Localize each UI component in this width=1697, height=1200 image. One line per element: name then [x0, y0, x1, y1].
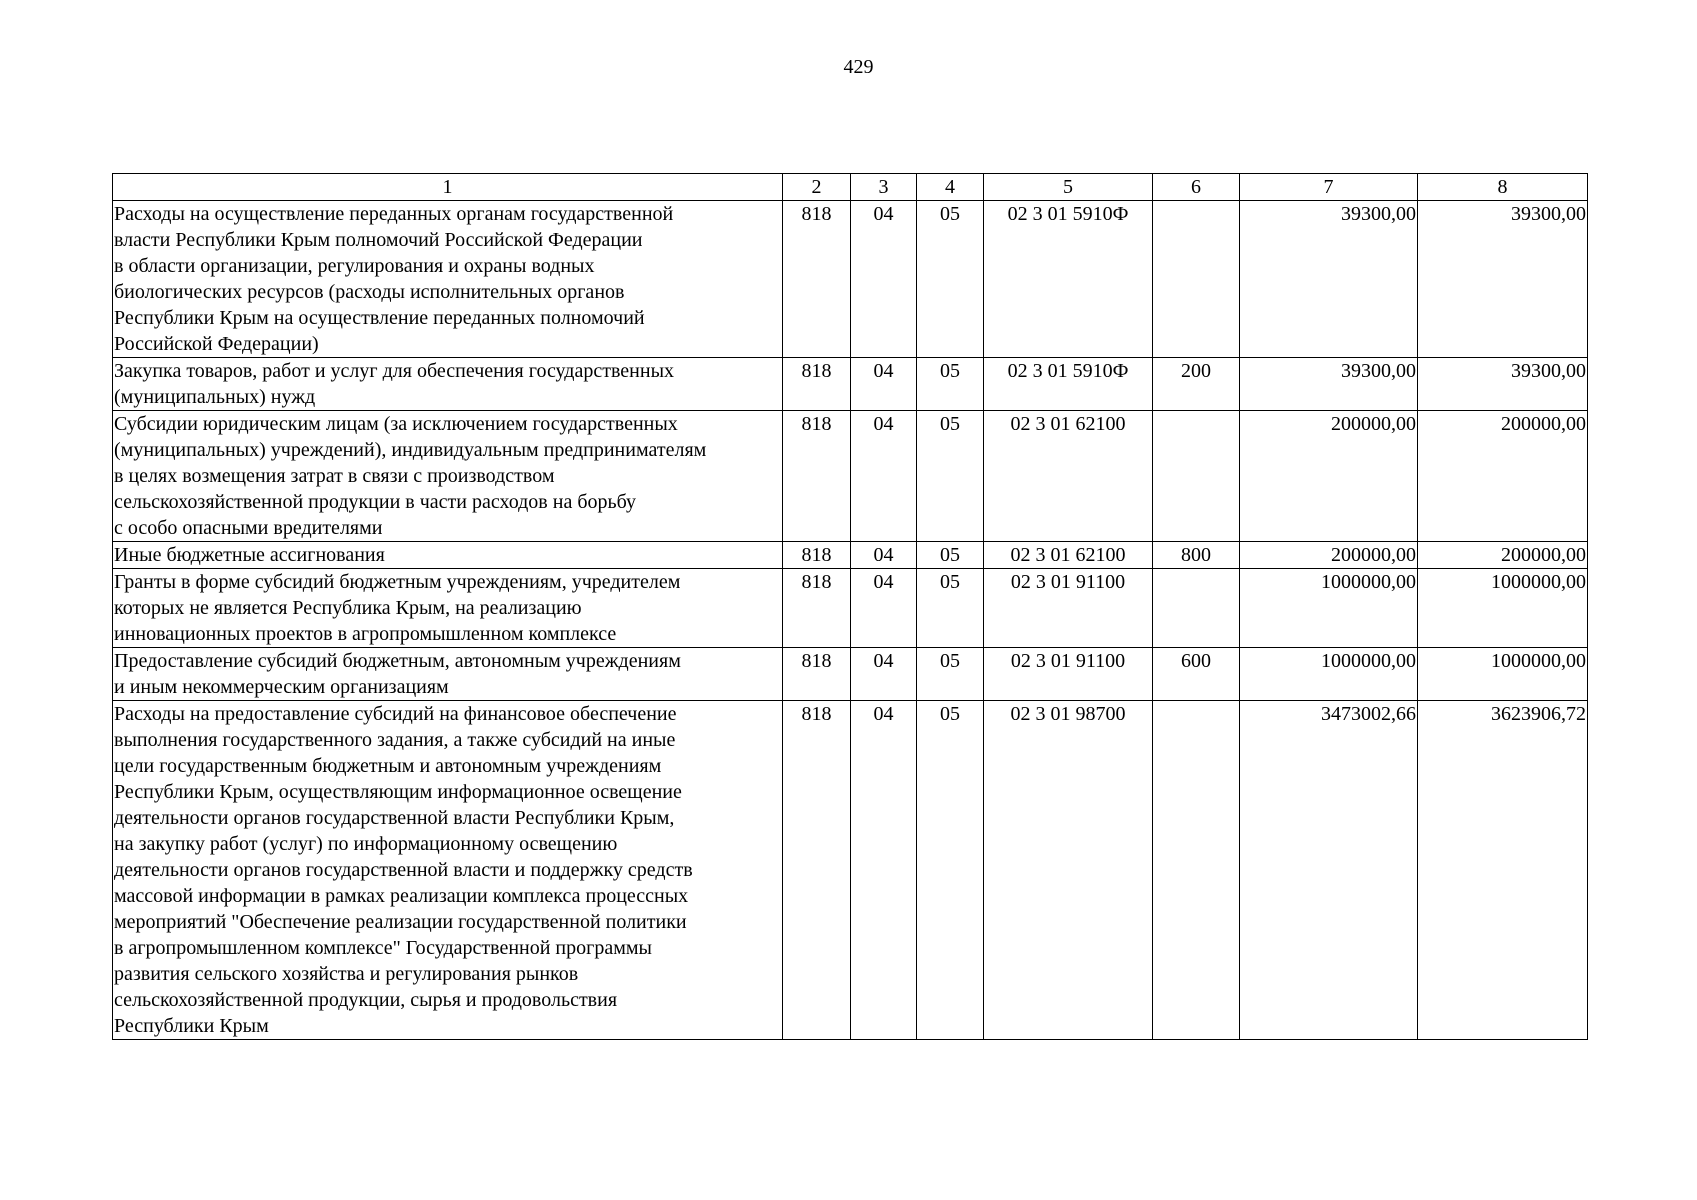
target-article-code: 02 3 01 98700 — [984, 701, 1153, 1040]
row-description: Предоставление субсидий бюджетным, автономным учреждениям и иным некоммерческим организациям — [113, 648, 783, 701]
amount-col8: 1000000,00 — [1418, 569, 1588, 648]
table-row — [113, 569, 1588, 648]
table-row — [113, 201, 1588, 358]
table-row — [113, 648, 1588, 701]
column-header: 3 — [851, 174, 917, 201]
column-header: 5 — [984, 174, 1153, 201]
table-row — [113, 358, 1588, 411]
column-header: 7 — [1240, 174, 1418, 201]
amount-col8: 3623906,72 — [1418, 701, 1588, 1040]
row-description: Иные бюджетные ассигнования — [113, 542, 783, 569]
column-header: 1 — [113, 174, 783, 201]
target-article-code: 02 3 01 5910Ф — [984, 358, 1153, 411]
amount-col7: 3473002,66 — [1240, 701, 1418, 1040]
column-header: 2 — [783, 174, 851, 201]
amount-col7: 1000000,00 — [1240, 569, 1418, 648]
row-description: Гранты в форме субсидий бюджетным учреждениям, учредителем которых не является Республика Крым, на реализацию инновационных проектов в агропромышленном комплексе — [113, 569, 783, 648]
subsection-code: 05 — [917, 201, 984, 358]
ministry-code: 818 — [783, 569, 851, 648]
ministry-code: 818 — [783, 648, 851, 701]
ministry-code: 818 — [783, 201, 851, 358]
subsection-code: 05 — [917, 358, 984, 411]
subsection-code: 05 — [917, 411, 984, 542]
section-code: 04 — [851, 411, 917, 542]
row-description: Расходы на предоставление субсидий на финансовое обеспечение выполнения государственного задания, а также субсидий на иные цели государственным бюджетным и автономным учреждениям Республики Крым, осуществляющим информационное освещение деятельности органов государственной власти Республики Крым, на закупку работ (услуг) по информационному освещению деятельности органов государственной власти и поддержку средств массовой информации в рамках реализации комплекса процессных мероприятий "Обеспечение реализации государственной политики в агропромышленном комплексе" Государственной программы развития сельского хозяйства и регулирования рынков сельскохозяйственной продукции, сырья и продовольствия Республики Крым — [113, 701, 783, 1040]
target-article-code: 02 3 01 91100 — [984, 648, 1153, 701]
section-code: 04 — [851, 648, 917, 701]
subsection-code: 05 — [917, 648, 984, 701]
amount-col7: 200000,00 — [1240, 542, 1418, 569]
row-description: Расходы на осуществление переданных органам государственной власти Республики Крым полномочий Российской Федерации в области организации, регулирования и охраны водных биологических ресурсов (расходы исполнительных органов Республики Крым на осуществление переданных полномочий Российской Федерации) — [113, 201, 783, 358]
section-code: 04 — [851, 569, 917, 648]
table-row — [113, 411, 1588, 542]
subsection-code: 05 — [917, 569, 984, 648]
amount-col8: 200000,00 — [1418, 542, 1588, 569]
amount-col7: 200000,00 — [1240, 411, 1418, 542]
section-code: 04 — [851, 542, 917, 569]
ministry-code: 818 — [783, 542, 851, 569]
page-number: 429 — [843, 56, 874, 78]
amount-col7: 39300,00 — [1240, 358, 1418, 411]
amount-col8: 1000000,00 — [1418, 648, 1588, 701]
column-header: 4 — [917, 174, 984, 201]
target-article-code: 02 3 01 62100 — [984, 542, 1153, 569]
section-code: 04 — [851, 201, 917, 358]
expense-type-code — [1153, 201, 1240, 358]
row-description: Субсидии юридическим лицам (за исключением государственных (муниципальных) учреждений), индивидуальным предпринимателям в целях возмещения затрат в связи с производством сельскохозяйственной продукции в части расходов на борьбу с особо опасными вредителями — [113, 411, 783, 542]
expense-type-code: 800 — [1153, 542, 1240, 569]
expense-type-code: 600 — [1153, 648, 1240, 701]
section-code: 04 — [851, 701, 917, 1040]
expense-type-code: 200 — [1153, 358, 1240, 411]
table-row — [113, 542, 1588, 569]
expense-type-code — [1153, 411, 1240, 542]
amount-col8: 39300,00 — [1418, 201, 1588, 358]
ministry-code: 818 — [783, 411, 851, 542]
column-header: 8 — [1418, 174, 1588, 201]
amount-col8: 39300,00 — [1418, 358, 1588, 411]
budget-table — [112, 173, 1588, 1040]
column-header: 6 — [1153, 174, 1240, 201]
expense-type-code — [1153, 701, 1240, 1040]
ministry-code: 818 — [783, 358, 851, 411]
amount-col7: 1000000,00 — [1240, 648, 1418, 701]
expense-type-code — [1153, 569, 1240, 648]
section-code: 04 — [851, 358, 917, 411]
ministry-code: 818 — [783, 701, 851, 1040]
target-article-code: 02 3 01 62100 — [984, 411, 1153, 542]
target-article-code: 02 3 01 91100 — [984, 569, 1153, 648]
amount-col7: 39300,00 — [1240, 201, 1418, 358]
subsection-code: 05 — [917, 701, 984, 1040]
table-header-row — [113, 174, 1588, 201]
target-article-code: 02 3 01 5910Ф — [984, 201, 1153, 358]
table-row — [113, 701, 1588, 1040]
amount-col8: 200000,00 — [1418, 411, 1588, 542]
subsection-code: 05 — [917, 542, 984, 569]
row-description: Закупка товаров, работ и услуг для обеспечения государственных (муниципальных) нужд — [113, 358, 783, 411]
